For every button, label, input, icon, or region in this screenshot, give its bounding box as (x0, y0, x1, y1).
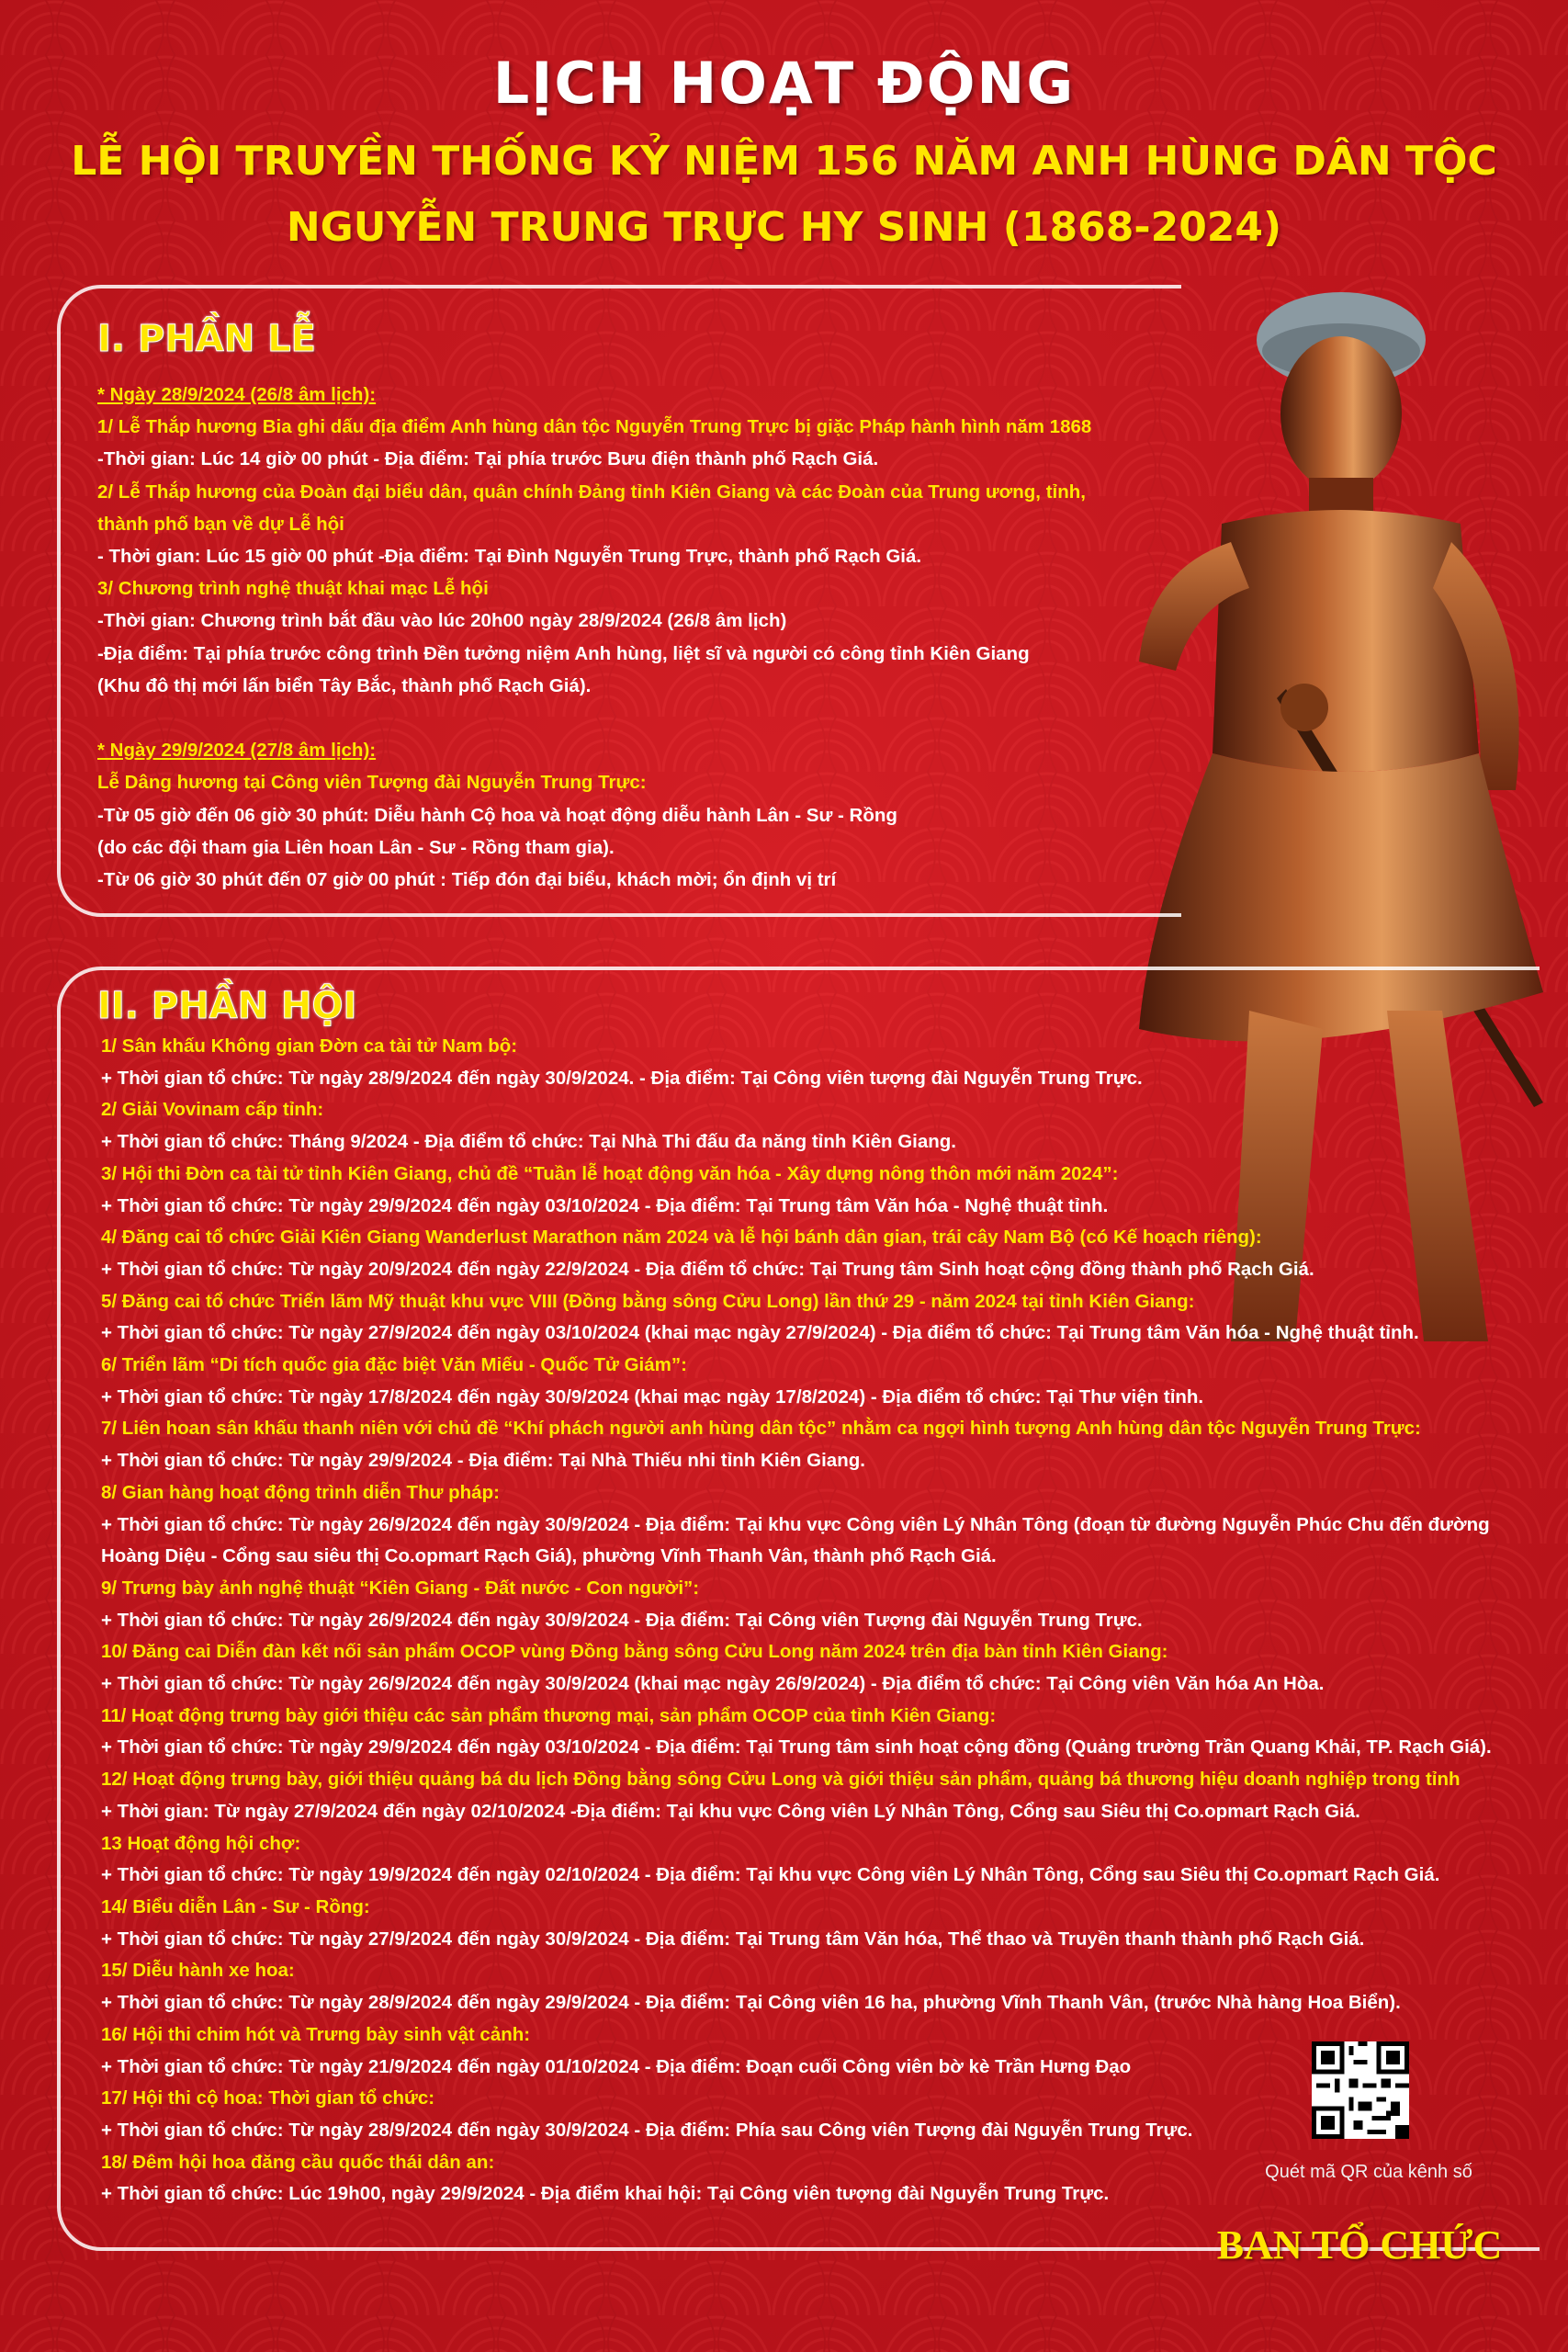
part2-line: + Thời gian tổ chức: Từ ngày 29/9/2024 - Địa điểm: Tại Nhà Thiếu nhi tỉnh Kiên Giang. (101, 1450, 865, 1472)
part2-line: + Thời gian tổ chức: Từ ngày 29/9/2024 đến ngày 03/10/2024 - Địa điểm: Tại Trung tâm Văn hóa - Nghệ thuật tỉnh. (101, 1194, 1109, 1216)
part2-title: II. PHẦN HỘI (97, 985, 357, 1027)
part2-line: + Thời gian tổ chức: Từ ngày 28/9/2024 đến ngày 30/9/2024 - Địa điểm: Phía sau Công viên Tượng đài Nguyễn Trung Trực. (101, 2119, 1193, 2141)
part2-line: + Thời gian tổ chức: Từ ngày 29/9/2024 đến ngày 03/10/2024 - Địa điểm: Tại Trung tâm sinh hoạt cộng đồng (Quảng trường Trần Quang Khải, TP. Rạch Giá). (101, 1736, 1492, 1758)
part1-line (97, 702, 1091, 734)
part2-line: 13 Hoạt động hội chợ: (101, 1832, 301, 1854)
part1-line: (Khu đô thị mới lấn biển Tây Bắc, thành phố Rạch Giá). (97, 674, 592, 696)
part1-line: -Từ 06 giờ 30 phút đến 07 giờ 00 phút : Tiếp đón đại biểu, khách mời; ổn định vị trí (97, 869, 837, 891)
part2-line: + Thời gian tổ chức: Từ ngày 26/9/2024 đến ngày 30/9/2024 - Địa điểm: Tại khu vực Công viên Lý Nhân Tông (đoạn từ đường Nguyễn Phúc Chu đến đường (101, 1513, 1490, 1535)
part1-line: * Ngày 29/9/2024 (27/8 âm lịch): (97, 740, 377, 762)
part1-line: (do các đội tham gia Liên hoan Lân - Sư - Rồng tham gia). (97, 836, 615, 858)
part1-line: -Thời gian: Lúc 14 giờ 00 phút - Địa điểm: Tại phía trước Bưu điện thành phố Rạch Giá. (97, 448, 879, 470)
page-subtitle-line1: LỄ HỘI TRUYỀN THỐNG KỶ NIỆM 156 NĂM ANH HÙNG DÂN TỘC (71, 138, 1497, 185)
part2-line: 17/ Hội thi cộ hoa: Thời gian tổ chức: (101, 2087, 435, 2109)
part2-line: + Thời gian tổ chức: Từ ngày 27/9/2024 đến ngày 30/9/2024 - Địa điểm: Tại Trung tâm Văn hóa, Thể thao và Truyền thanh thành phố Rạch Giá. (101, 1928, 1365, 1950)
part2-line: + Thời gian tổ chức: Từ ngày 20/9/2024 đến ngày 22/9/2024 - Địa điểm tổ chức: Tại Trung tâm Sinh hoạt cộng đồng thành phố Rạch Giá. (101, 1258, 1314, 1280)
part2-line: 15/ Diễu hành xe hoa: (101, 1960, 295, 1982)
part1-line: 2/ Lễ Thắp hương của Đoàn đại biểu dân, quân chính Đảng tỉnh Kiên Giang và các Đoàn của Trung ương, tỉnh, (97, 481, 1086, 503)
part2-line: 6/ Triển lãm “Di tích quốc gia đặc biệt Văn Miếu - Quốc Tử Giám”: (101, 1354, 687, 1376)
part2-line: + Thời gian tổ chức: Từ ngày 26/9/2024 đến ngày 30/9/2024 (khai mạc ngày 26/9/2024) - Địa điểm tổ chức: Tại Công viên Văn hóa An Hòa. (101, 1673, 1325, 1695)
part2-line: 11/ Hoạt động trưng bày giới thiệu các sản phẩm thương mại, sản phẩm OCOP của tỉnh Kiên Giang: (101, 1704, 997, 1726)
page-title: LỊCH HOẠT ĐỘNG (492, 50, 1076, 117)
part2-content (101, 1031, 1492, 2211)
part2-line: 3/ Hội thi Đờn ca tài tử tỉnh Kiên Giang, chủ đề “Tuần lễ hoạt động văn hóa - Xây dựng nông thôn mới năm 2024”: (101, 1162, 1119, 1184)
part2-line: 5/ Đăng cai tổ chức Triển lãm Mỹ thuật khu vực VIII (Đồng bằng sông Cửu Long) lần thứ 29 - năm 2024 tại tỉnh Kiên Giang: (101, 1290, 1195, 1312)
part2-line: 14/ Biểu diễn Lân - Sư - Rồng: (101, 1895, 370, 1917)
page-subtitle-line2: NGUYỄN TRUNG TRỰC HY SINH (1868-2024) (286, 204, 1282, 251)
part2-line: 1/ Sân khấu Không gian Đờn ca tài tử Nam bộ: (101, 1035, 518, 1057)
part2-line: + Thời gian tổ chức: Từ ngày 19/9/2024 đến ngày 02/10/2024 - Địa điểm: Tại khu vực Công viên Lý Nhân Tông, Cổng sau Siêu thị Co.opmart Rạch Giá. (101, 1864, 1440, 1886)
part2-line: 10/ Đăng cai Diễn đàn kết nối sản phẩm OCOP vùng Đồng bằng sông Cửu Long năm 2024 trên địa bàn tỉnh Kiên Giang: (101, 1641, 1168, 1663)
organizer-label: BAN TỔ CHỨC (1216, 2222, 1503, 2267)
qr-caption: Quét mã QR của kênh số (1265, 2162, 1472, 2182)
part2-line: 8/ Gian hàng hoạt động trình diễn Thư pháp: (101, 1481, 500, 1503)
part2-line: + Thời gian tổ chức: Từ ngày 17/8/2024 đến ngày 30/9/2024 (khai mạc ngày 17/8/2024) - Địa điểm tổ chức: Tại Thư viện tỉnh. (101, 1385, 1204, 1408)
part1-line: * Ngày 28/9/2024 (26/8 âm lịch): (97, 384, 377, 405)
part1-line: - Thời gian: Lúc 15 giờ 00 phút -Địa điểm: Tại Đình Nguyễn Trung Trực, thành phố Rạch Giá. (97, 546, 922, 568)
part1-line: -Thời gian: Chương trình bắt đầu vào lúc 20h00 ngày 28/9/2024 (26/8 âm lịch) (97, 610, 787, 632)
part2-line: 2/ Giải Vovinam cấp tỉnh: (101, 1099, 324, 1121)
part2-line: + Thời gian tổ chức: Từ ngày 28/9/2024 đến ngày 30/9/2024. - Địa điểm: Tại Công viên tượng đài Nguyễn Trung Trực. (101, 1067, 1143, 1089)
part1-line: Lễ Dâng hương tại Công viên Tượng đài Nguyễn Trung Trực: (97, 772, 647, 794)
part2-line: + Thời gian tổ chức: Từ ngày 21/9/2024 đến ngày 01/10/2024 - Địa điểm: Đoạn cuối Công viên bờ kè Trần Hưng Đạo (101, 2055, 1132, 2077)
part1-content (97, 379, 1091, 896)
part1-line: -Từ 05 giờ đến 06 giờ 30 phút: Diễu hành Cộ hoa và hoạt động diễu hành Lân - Sư - Rồng (97, 804, 897, 826)
part2-line: 18/ Đêm hội hoa đăng cầu quốc thái dân an: (101, 2151, 495, 2173)
part1-line: 1/ Lễ Thắp hương Bia ghi dấu địa điểm Anh hùng dân tộc Nguyễn Trung Trực bị giặc Pháp hành hình năm 1868 (97, 416, 1092, 438)
part2-line: 16/ Hội thi chim hót và Trưng bày sinh vật cảnh: (101, 2023, 531, 2045)
part2-line: 7/ Liên hoan sân khấu thanh niên với chủ đề “Khí phách người anh hùng dân tộc” nhằm ca ngợi hình tượng Anh hùng dân tộc Nguyễn Trung Trực: (101, 1418, 1421, 1440)
part2-line: + Thời gian tổ chức: Tháng 9/2024 - Địa điểm tổ chức: Tại Nhà Thi đấu đa năng tỉnh Kiên Giang. (101, 1131, 956, 1153)
part2-line: + Thời gian tổ chức: Lúc 19h00, ngày 29/9/2024 - Địa điểm khai hội: Tại Công viên tượng đài Nguyễn Trung Trực. (101, 2183, 1110, 2205)
part1-title: I. PHẦN LỄ (97, 318, 316, 360)
part2-line: + Thời gian tổ chức: Từ ngày 27/9/2024 đến ngày 03/10/2024 (khai mạc ngày 27/9/2024) - Địa điểm tổ chức: Tại Trung tâm Văn hóa - Nghệ thuật tỉnh. (101, 1322, 1419, 1344)
qr-code-icon[interactable] (1312, 2041, 1409, 2139)
part2-line: 12/ Hoạt động trưng bày, giới thiệu quảng bá du lịch Đồng bằng sông Cửu Long và giới thiệu sản phẩm, quảng bá thương hiệu doanh nghiệp trong tỉnh (101, 1769, 1461, 1791)
part1-line: thành phố bạn về dự Lễ hội (97, 513, 344, 535)
part1-line: -Địa điểm: Tại phía trước công trình Đền tưởng niệm Anh hùng, liệt sĩ và người có công tỉnh Kiên Giang (97, 642, 1030, 664)
part2-line: + Thời gian tổ chức: Từ ngày 26/9/2024 đến ngày 30/9/2024 - Địa điểm: Tại Công viên Tượng đài Nguyễn Trung Trực. (101, 1609, 1143, 1631)
part2-line: Hoàng Diệu - Cổng sau siêu thị Co.opmart Rạch Giá), phường Vĩnh Thanh Vân, thành phố Rạch Giá. (101, 1545, 997, 1567)
part1-line: 3/ Chương trình nghệ thuật khai mạc Lễ hội (97, 578, 489, 600)
part2-line: 9/ Trưng bày ảnh nghệ thuật “Kiên Giang - Đất nước - Con người”: (101, 1577, 700, 1599)
part2-line: + Thời gian tổ chức: Từ ngày 28/9/2024 đến ngày 29/9/2024 - Địa điểm: Tại Công viên 16 ha, phường Vĩnh Thanh Vân, (trước Nhà hàng Hoa Biển). (101, 1992, 1401, 2014)
part2-line: + Thời gian: Từ ngày 27/9/2024 đến ngày 02/10/2024 -Địa điểm: Tại khu vực Công viên Lý Nhân Tông, Cổng sau Siêu thị Co.opmart Rạch Giá. (101, 1800, 1360, 1822)
part2-line: 4/ Đăng cai tổ chức Giải Kiên Giang Wanderlust Marathon năm 2024 và lễ hội bánh dân gian, trái cây Nam Bộ (có Kế hoạch riêng): (101, 1227, 1262, 1249)
